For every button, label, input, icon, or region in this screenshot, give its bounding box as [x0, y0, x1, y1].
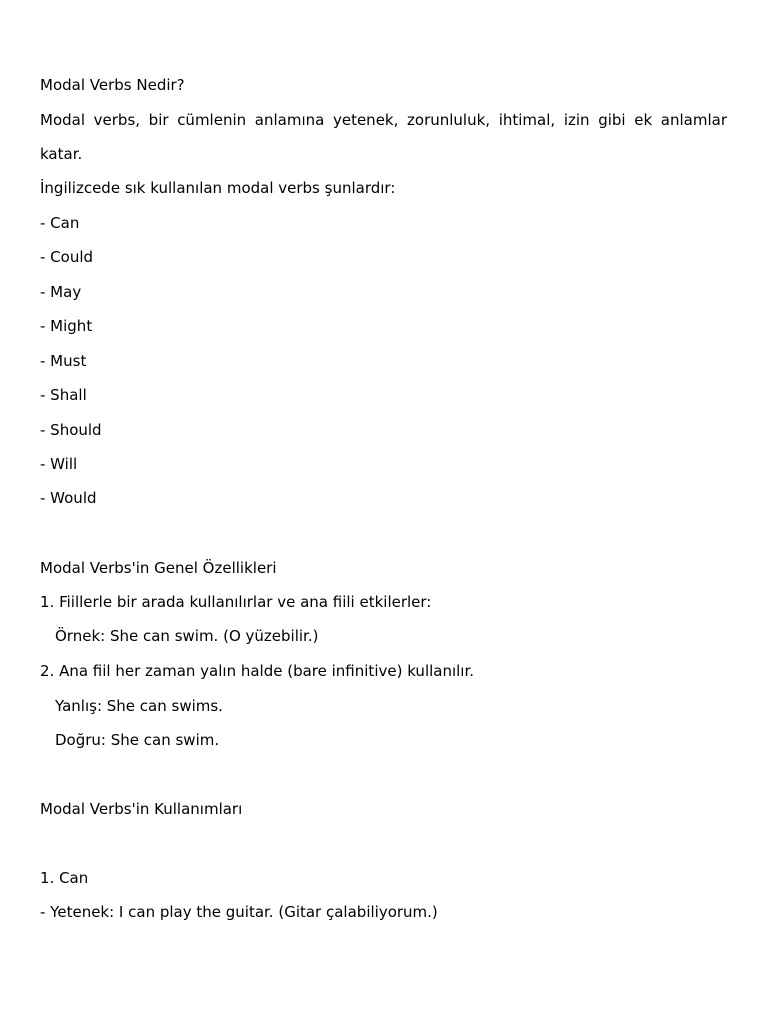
feature-1-example: Örnek: She can swim. (O yüzebilir.) [55, 627, 319, 645]
feature-2-wrong-example: Yanlış: She can swims. [55, 697, 223, 715]
feature-item-1: 1. Fiillerle bir arada kullanılırlar ve ana fiili etkilerler: [40, 593, 432, 611]
intro-paragraph-line-1: Modal verbs, bir cümlenin anlamına yetenek, zorunluluk, ihtimal, izin gibi ek anlamlar [40, 111, 727, 129]
modal-list-item: - May [40, 283, 82, 301]
modal-list-item: - Must [40, 352, 87, 370]
usage-1-ability: - Yetenek: I can play the guitar. (Gitar çalabiliyorum.) [40, 903, 438, 921]
heading-general-features: Modal Verbs'in Genel Özellikleri [40, 559, 277, 577]
feature-item-2: 2. Ana fiil her zaman yalın halde (bare infinitive) kullanılır. [40, 662, 475, 680]
modal-list-item: - Could [40, 248, 94, 266]
modal-list-item: - Might [40, 317, 93, 335]
heading-modal-verbs-nedir: Modal Verbs Nedir? [40, 76, 185, 94]
common-modal-verbs-intro: İngilizcede sık kullanılan modal verbs şunlardır: [40, 179, 396, 197]
modal-list-item: - Shall [40, 386, 87, 404]
intro-paragraph-line-2: katar. [40, 145, 83, 163]
modal-list-item: - Should [40, 421, 102, 439]
modal-list-item: - Can [40, 214, 80, 232]
usage-1-title: 1. Can [40, 869, 89, 887]
modal-list-item: - Would [40, 489, 97, 507]
heading-usages: Modal Verbs'in Kullanımları [40, 800, 243, 818]
modal-list-item: - Will [40, 455, 78, 473]
feature-2-correct-example: Doğru: She can swim. [55, 731, 220, 749]
